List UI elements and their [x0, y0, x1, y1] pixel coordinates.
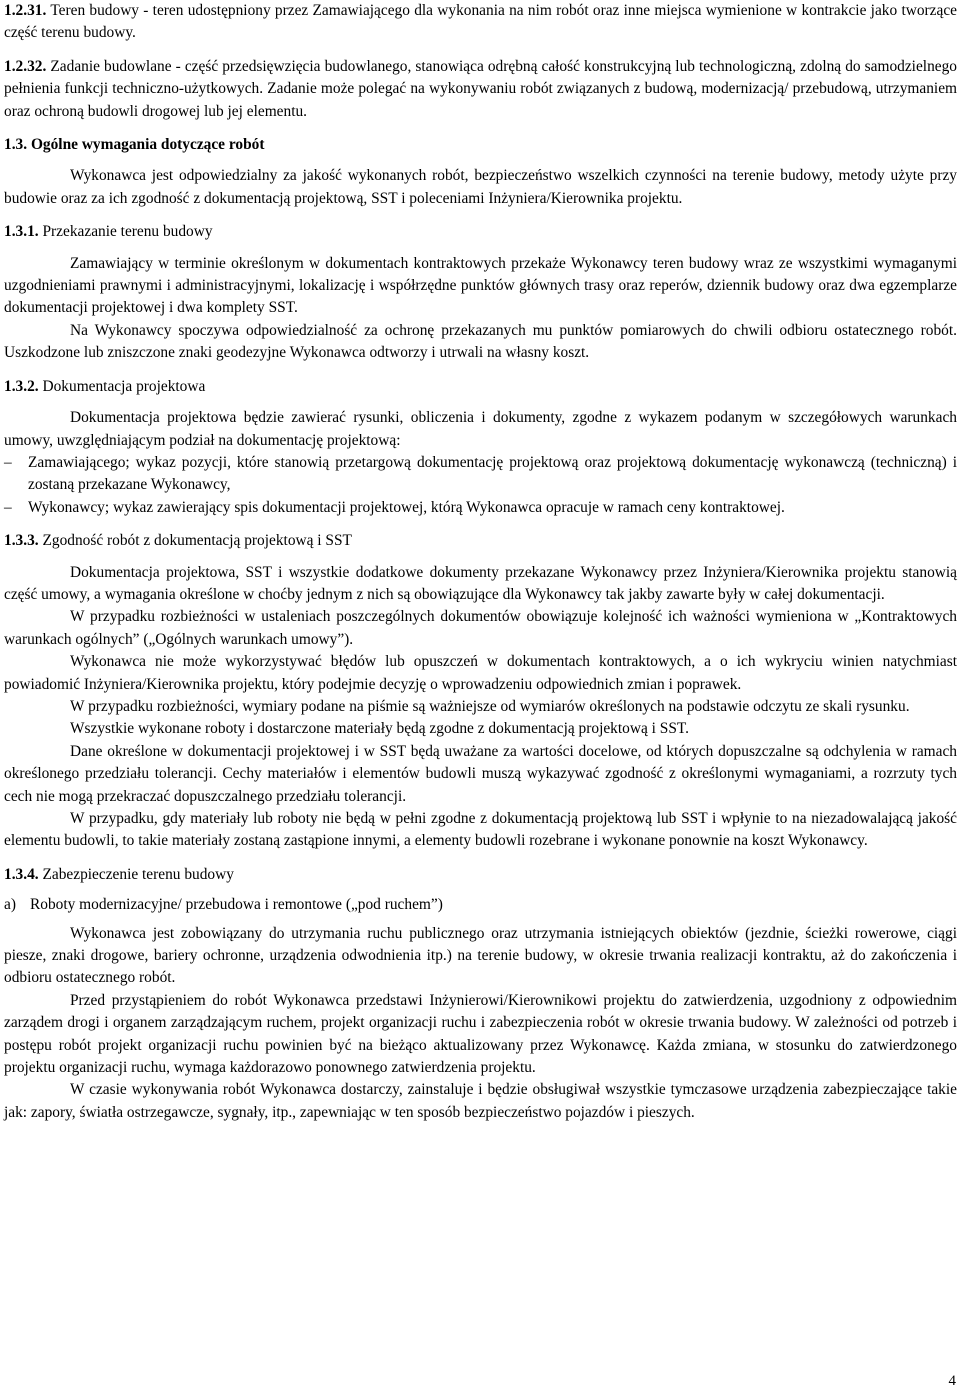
paragraph-1-3-1-p1: Zamawiający w terminie określonym w dokumentach kontraktowych przekaże Wykonawcy teren budowy wraz ze wszystkimi wymaganymi uzgodnieniami prawnymi i administracyjnymi, lokalizację i współrzędne punktów głównych trasy oraz reperów, dziennik budowy oraz dwa egzemplarze dokumentacji projektowej i dwa komplety SST. [4, 254, 957, 317]
heading-1-3-1 [4, 221, 957, 243]
section-title: Ogólne wymagania dotyczące robót [27, 136, 265, 154]
paragraph-1-3-3-p1: Dokumentacja projektowa, SST i wszystkie dodatkowe dokumenty przekazane Wykonawcy przez Inżyniera/Kierownika projektu stanowią część umowy, a wymagania określone w choćby jednym z nich są obowiązujące dla Wykonawcy tak jakby zawarte były w całej dokumentacji. [4, 563, 957, 603]
list-item-zamawiajacy [4, 452, 957, 497]
paragraph-1-3-4-p3: W czasie wykonywania robót Wykonawca dostarczy, zainstaluje i będzie obsługiwał wszystkie tymczasowe urządzenia zabezpieczające takie jak: zapory, światła ostrzegawcze, sygnały, itp., zapewniając w ten sposób bezpieczeństwo pojazdów i pieszych. [4, 1081, 957, 1121]
paragraph-1-3-4-p2: Przed przystąpieniem do robót Wykonawca przedstawi Inżynierowi/Kierownikowi projektu do zatwierdzenia, uzgodniony z odpowiednim zarządem drogi i organem zarządzającym ruchem, projekt organizacji ruchu i zabezpieczenia robót w okresie trwania budowy. W zależności od potrzeb i postępu robót projekt organizacji ruchu powinien być na bieżąco aktualizowany przez Wykonawcę. Każda zmiana, w stosunku do zatwierdzonego projektu organizacji ruchu, wymaga każdorazowo ponownego zatwierdzenia projektu. [4, 991, 957, 1077]
section-title: Przekazanie terenu budowy [38, 223, 213, 241]
section-title: Zgodność robót z dokumentacją projektową i SST [38, 532, 352, 550]
paragraph-1-3-4-p1: Wykonawca jest zobowiązany do utrzymania ruchu publicznego oraz utrzymania istniejących obiektów (jezdnie, ścieżki rowerowe, ciągi piesze, znaki drogowe, bariery ochronne, urządzenia odwodnienia itp.) na terenie budowy, w okresie trwania realizacji kontraktu, aż do zakończenia i odbioru ostatecznego robót. [4, 924, 957, 987]
heading-1-3-3 [4, 530, 957, 552]
section-number: 1.3.3. [4, 532, 39, 550]
dash-bullet: – [4, 453, 12, 471]
heading-1-3 [4, 134, 957, 156]
section-number: 1.2.32. [4, 57, 47, 75]
paragraph-1-3-1-p2: Na Wykonawcy spoczywa odpowiedzialność za ochronę przekazanych mu punktów pomiarowych do chwili odbioru ostatecznego robót. Uszkodzone lub zniszczone znaki geodezyjne Wykonawca odtworzy i utrwali na własny koszt. [4, 321, 957, 362]
heading-1-3-4 [4, 864, 957, 886]
list-item-a [4, 894, 957, 916]
section-title: Dokumentacja projektowa [38, 377, 206, 395]
paragraph-1-3-3-p5: Wszystkie wykonane roboty i dostarczone materiały będą zgodne z dokumentacją projektową i SST. [70, 720, 689, 738]
list-item-text: Zamawiającego; wykaz pozycji, które stanowią przetargową dokumentację projektową oraz projektową dokumentację wykonawczą (techniczną) i zostaną przekazane Wykonawcy, [28, 453, 957, 494]
list-marker: a) [4, 896, 16, 914]
section-title: Zabezpieczenie terenu budowy [38, 865, 234, 883]
section-number: 1.2.31. [4, 2, 47, 19]
paragraph-text: Teren budowy - teren udostępniony przez Zamawiającego dla wykonania na nim robót oraz inne miejsca wymienione w kontrakcie jako tworzące część terenu budowy. [4, 2, 957, 42]
paragraph-1-3-3-p3: Wykonawca nie może wykorzystywać błędów lub opuszczeń w dokumentach kontraktowych, a o ich wykryciu winien natychmiast powiadomić Inżyniera/Kierownika projektu, który podejmie decyzję o wprowadzeniu odpowiednich zmian i poprawek. [4, 653, 957, 693]
list-item-text: Roboty modernizacyjne/ przebudowa i remontowe („pod ruchem”) [30, 896, 443, 914]
paragraph-1-3-2-p1: Dokumentacja projektowa będzie zawierać rysunki, obliczenia i dokumenty, zgodne z wykazem podanym w szczegółowych warunkach umowy, uwzględniającym podział na dokumentację projektową: [4, 409, 957, 449]
paragraph-1-3-p1: Wykonawca jest odpowiedzialny za jakość wykonanych robót, bezpieczeństwo wszelkich czynności na terenie budowy, metody użyte przy budowie oraz za ich zgodność z dokumentacją projektową, SST i poleceniami Inżyniera/Kierownika projektu. [4, 167, 957, 207]
paragraph-1-2-32 [4, 56, 957, 123]
page-number: 4 [948, 1372, 956, 1389]
section-number: 1.3. [4, 136, 28, 154]
dash-bullet: – [4, 498, 12, 516]
paragraph-1-3-3-p6: Dane określone w dokumentacji projektowej i w SST będą uważane za wartości docelowe, od których dopuszczalne są odchylenia w ramach określonego przedziału tolerancji. Cechy materiałów i elementów budowli muszą wykazywać zgodność z określonymi wymaganiami, a rozrzuty tych cech nie mogą przekraczać dopuszczalnego przedziału tolerancji. [4, 742, 957, 805]
section-number: 1.3.4. [4, 865, 39, 883]
section-number: 1.3.2. [4, 377, 39, 395]
paragraph-1-2-31 [4, 0, 957, 45]
paragraph-1-3-3-p7: W przypadku, gdy materiały lub roboty nie będą w pełni zgodne z dokumentacją projektową lub SST i wpłynie to na niezadowalającą jakość elementu budowli, to takie materiały zostaną zastąpione innymi, a elementy budowli rozebrane i wykonane ponownie na koszt Wykonawcy. [4, 810, 957, 850]
paragraph-text: Zadanie budowlane - część przedsięwzięcia budowlanego, stanowiąca odrębną całość konstrukcyjną lub technologiczną, zdolną do samodzielnego pełnienia funkcji techniczno-użytkowych. Zadanie może polegać na wykonywaniu robót związanych z budową, modernizacją/ przebudową, utrzymaniem oraz ochroną budowli drogowej lub jej elementu. [4, 57, 957, 120]
document-page [4, 0, 957, 1124]
paragraph-1-3-3-p4: W przypadku rozbieżności, wymiary podane na piśmie są ważniejsze od wymiarów określonych na podstawie odczytu ze skali rysunku. [70, 697, 910, 715]
paragraph-1-3-3-p2: W przypadku rozbieżności w ustaleniach poszczególnych dokumentów obowiązuje kolejność ich ważności wymieniona w „Kontraktowych warunkach ogólnych” („Ogólnych warunkach umowy”). [4, 608, 957, 648]
list-item-text: Wykonawcy; wykaz zawierający spis dokumentacji projektowej, którą Wykonawca opracuje w ramach ceny kontraktowej. [28, 498, 785, 516]
list-item-wykonawca [4, 497, 957, 519]
heading-1-3-2 [4, 376, 957, 398]
section-number: 1.3.1. [4, 223, 39, 241]
